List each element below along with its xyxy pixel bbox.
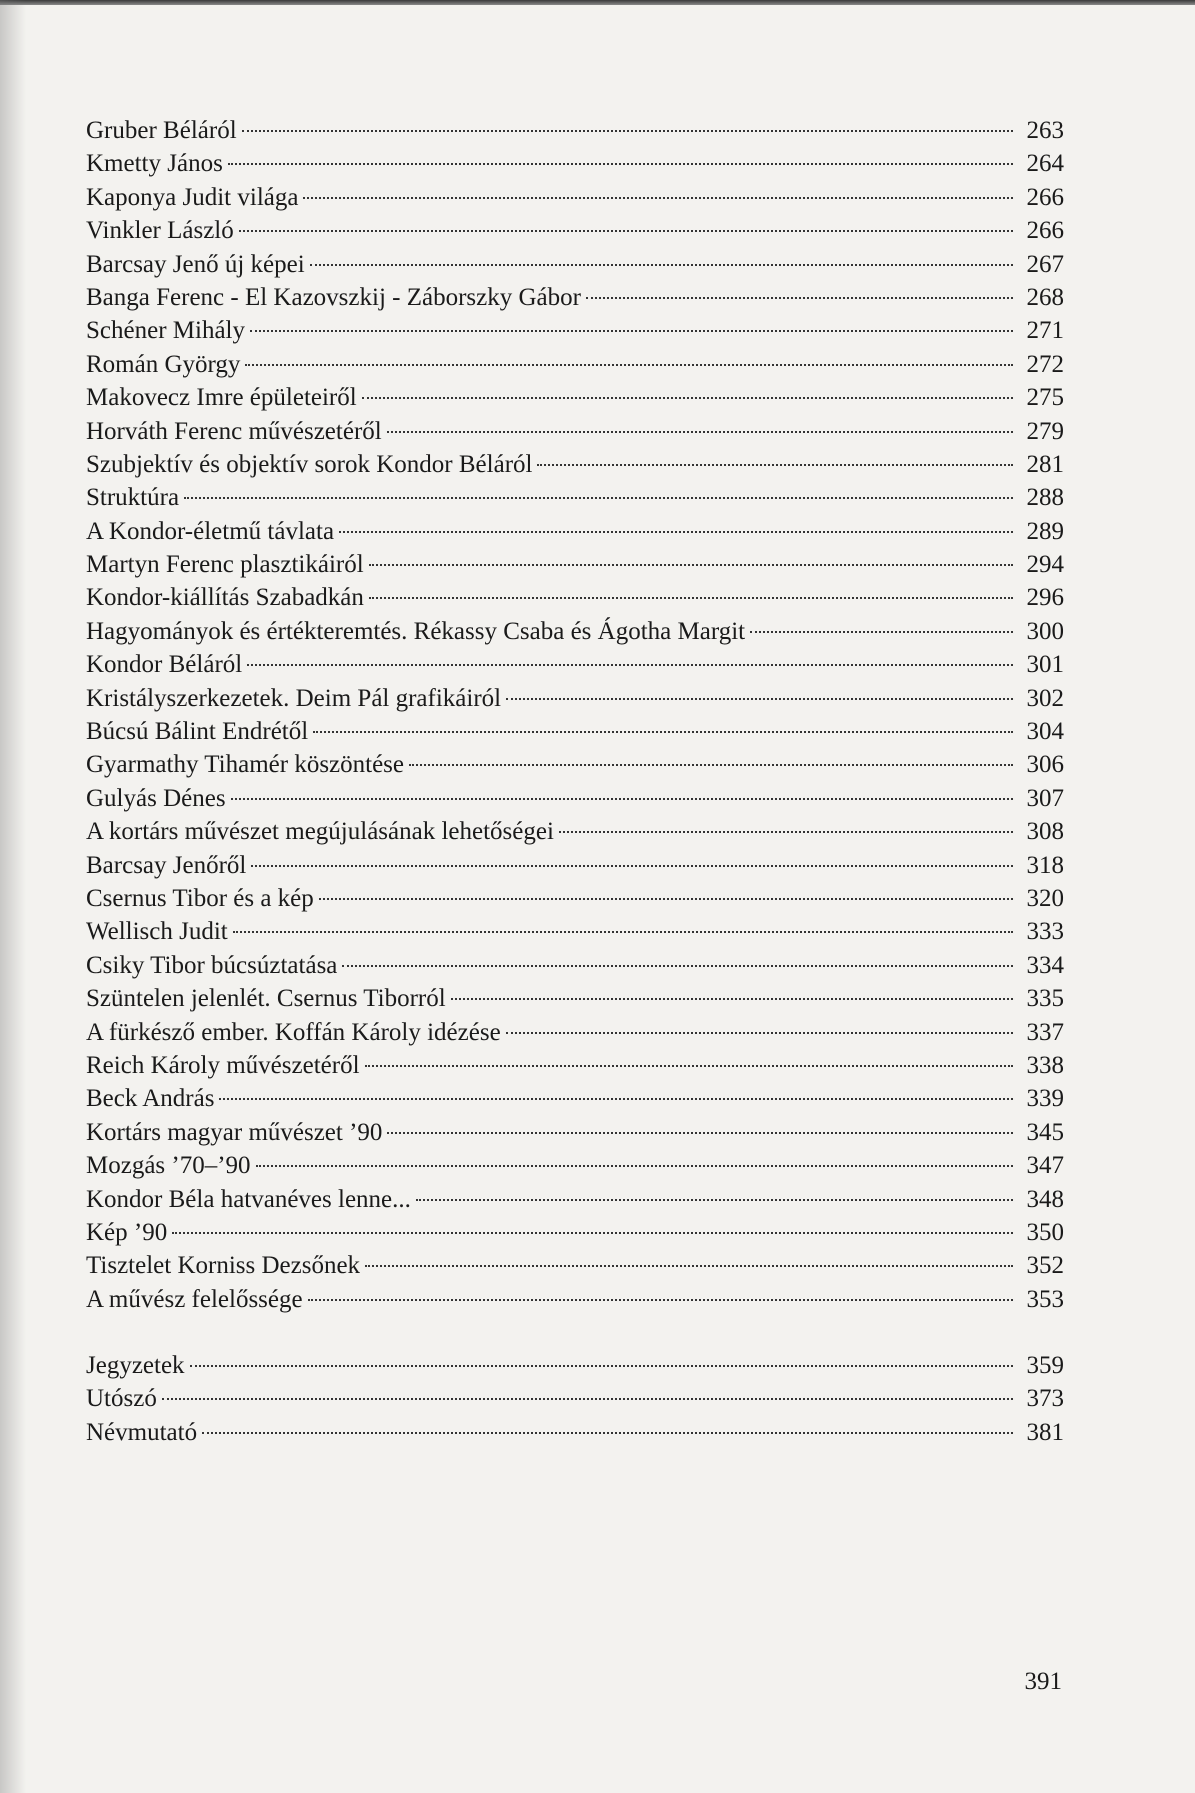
- toc-entry-title: Makovecz Imre épületeiről: [86, 384, 357, 412]
- toc-entry: [86, 214, 1064, 247]
- dot-leader: [387, 1132, 1013, 1134]
- toc-entry-page: 289: [1026, 517, 1064, 545]
- toc-entry-page: 300: [1026, 617, 1064, 645]
- dot-leader: [506, 698, 1013, 700]
- toc-entry-title: Mozgás ’70–’90: [86, 1152, 251, 1180]
- toc-entry: [86, 114, 1064, 147]
- toc-entry-page: 302: [1026, 684, 1064, 712]
- dot-leader: [342, 965, 1013, 967]
- toc-entry: [86, 648, 1064, 681]
- toc-entry-page: 296: [1026, 584, 1064, 612]
- toc-entry: [86, 581, 1064, 614]
- toc-entry-title: Román György: [86, 350, 241, 378]
- toc-entry: [86, 915, 1064, 948]
- toc-entry-page: 279: [1026, 417, 1064, 445]
- toc-entry-title: Kortárs magyar művészet ’90: [86, 1118, 383, 1146]
- dot-leader: [239, 230, 1013, 232]
- toc-entry: [86, 548, 1064, 581]
- toc-entry-page: 345: [1026, 1118, 1064, 1146]
- dot-leader: [251, 865, 1013, 867]
- toc-entry: [86, 982, 1064, 1015]
- toc-entry: [86, 314, 1064, 347]
- toc-entry: [86, 748, 1064, 781]
- toc-entry-page: 348: [1026, 1185, 1064, 1213]
- dot-leader: [319, 898, 1013, 900]
- dot-leader: [256, 1165, 1013, 1167]
- toc-entry-title: A fürkésző ember. Koffán Károly idézése: [86, 1018, 501, 1046]
- toc-entry-title: Gyarmathy Tihamér köszöntése: [86, 751, 405, 779]
- toc-entry-title: Hagyományok és értékteremtés. Rékassy Csaba és Ágotha Margit: [86, 617, 746, 645]
- toc-entry-page: 339: [1026, 1085, 1064, 1113]
- toc-entry-page: 352: [1026, 1252, 1064, 1280]
- toc-entry-title: Struktúra: [86, 484, 180, 512]
- dot-leader: [231, 798, 1013, 800]
- toc-entry: [86, 1216, 1064, 1249]
- toc-entry: [86, 715, 1064, 748]
- toc-entry-title: A kortárs művészet megújulásának lehetőségei: [86, 818, 554, 846]
- toc-entry-title: Gulyás Dénes: [86, 784, 226, 812]
- toc-entry: [86, 1183, 1064, 1216]
- dot-leader: [369, 597, 1013, 599]
- toc-entry-page: 268: [1026, 283, 1064, 311]
- dot-leader: [308, 1299, 1013, 1301]
- toc-entry-title: Szubjektív és objektív sorok Kondor Béláról: [86, 450, 533, 478]
- toc-entry-page: 264: [1026, 150, 1064, 178]
- toc-entry: [86, 481, 1064, 514]
- toc-entry: [86, 1283, 1064, 1316]
- toc-entry-page: 338: [1026, 1051, 1064, 1079]
- toc-entry-title: Wellisch Judit: [86, 918, 228, 946]
- toc-entry-title: Névmutató: [86, 1418, 198, 1446]
- dot-leader: [313, 731, 1013, 733]
- toc-entry: [86, 815, 1064, 848]
- toc-entry: [86, 1349, 1064, 1382]
- toc-entry-title: A Kondor-életmű távlata: [86, 517, 335, 545]
- dot-leader: [387, 431, 1013, 433]
- dot-leader: [750, 631, 1013, 633]
- toc-entry: [86, 448, 1064, 481]
- toc-entry-title: Barcsay Jenőről: [86, 851, 247, 879]
- toc-entry-title: Kondor Béla hatvanéves lenne...: [86, 1185, 411, 1213]
- toc-entry: [86, 1049, 1064, 1082]
- dot-leader: [559, 831, 1013, 833]
- toc-entry-page: 271: [1026, 317, 1064, 345]
- dot-leader: [228, 163, 1013, 165]
- dot-leader: [365, 1265, 1013, 1267]
- toc-entry: [86, 381, 1064, 414]
- toc-entry-title: Schéner Mihály: [86, 317, 245, 345]
- toc-entry-page: 333: [1026, 918, 1064, 946]
- toc-entry-title: Jegyzetek: [86, 1352, 185, 1380]
- toc-entry: [86, 682, 1064, 715]
- toc-entry-page: 353: [1026, 1285, 1064, 1313]
- toc-entry-title: Martyn Ferenc plasztikáiról: [86, 551, 364, 579]
- toc-entry-title: A művész felelőssége: [86, 1285, 303, 1313]
- toc-entry-page: 288: [1026, 484, 1064, 512]
- toc-entry-page: 373: [1026, 1385, 1064, 1413]
- toc-entry: [86, 1382, 1064, 1415]
- toc-entry-title: Kondor-kiállítás Szabadkán: [86, 584, 364, 612]
- toc-entry-page: 359: [1026, 1352, 1064, 1380]
- dot-leader: [365, 1065, 1013, 1067]
- toc-entry: [86, 248, 1064, 281]
- toc-entry-title: Beck András: [86, 1085, 215, 1113]
- dot-leader: [242, 130, 1013, 132]
- toc-entry: [86, 1116, 1064, 1149]
- page-top-edge: [0, 0, 1195, 5]
- toc-entry-title: Vinkler László: [86, 217, 234, 245]
- dot-leader: [369, 564, 1013, 566]
- toc-entry: [86, 1149, 1064, 1182]
- toc-entry-page: 337: [1026, 1018, 1064, 1046]
- toc-entry-title: Reich Károly művészetéről: [86, 1051, 360, 1079]
- toc-entry: [86, 281, 1064, 314]
- toc-entry-title: Kristályszerkezetek. Deim Pál grafikáiról: [86, 684, 502, 712]
- dot-leader: [184, 497, 1013, 499]
- toc-entry-title: Tisztelet Korniss Dezsőnek: [86, 1252, 361, 1280]
- dot-leader: [362, 397, 1013, 399]
- toc-entry-title: Kaponya Judit világa: [86, 183, 299, 211]
- toc-entry-title: Gruber Béláról: [86, 117, 237, 144]
- toc-entry-title: Búcsú Bálint Endrétől: [86, 718, 309, 746]
- toc-entry-page: 266: [1026, 217, 1064, 245]
- page-number: 391: [1024, 1668, 1062, 1695]
- dot-leader: [245, 364, 1013, 366]
- toc-entry-title: Kmetty János: [86, 150, 223, 178]
- dot-leader: [416, 1199, 1013, 1201]
- toc-entry-page: 263: [1026, 117, 1064, 144]
- toc-entry-page: 350: [1026, 1218, 1064, 1246]
- toc-entry: [86, 1249, 1064, 1282]
- toc-entry: [86, 415, 1064, 448]
- toc-entry-page: 267: [1026, 250, 1064, 278]
- toc-entry-page: 272: [1026, 350, 1064, 378]
- toc-entry: [86, 882, 1064, 915]
- dot-leader: [233, 931, 1013, 933]
- toc-entry-title: Kondor Béláról: [86, 651, 243, 679]
- toc-entry-page: 306: [1026, 751, 1064, 779]
- dot-leader: [247, 664, 1013, 666]
- toc-entry: [86, 1416, 1064, 1449]
- dot-leader: [190, 1365, 1013, 1367]
- toc-entry-page: 335: [1026, 985, 1064, 1013]
- toc-entry-page: 307: [1026, 784, 1064, 812]
- toc-entry-page: 275: [1026, 384, 1064, 412]
- dot-leader: [303, 197, 1013, 199]
- toc-entry-title: Csernus Tibor és a kép: [86, 884, 314, 912]
- toc-entry-page: 294: [1026, 551, 1064, 579]
- toc-entry-page: 381: [1026, 1418, 1064, 1446]
- dot-leader: [586, 297, 1013, 299]
- toc-entry-title: Kép ’90: [86, 1218, 168, 1246]
- toc-entry-title: Szüntelen jelenlét. Csernus Tiborról: [86, 985, 446, 1013]
- dot-leader: [202, 1432, 1013, 1434]
- dot-leader: [537, 464, 1013, 466]
- toc-entry-title: Utószó: [86, 1385, 157, 1413]
- toc-entry: [86, 615, 1064, 648]
- table-of-contents: [86, 114, 1064, 1449]
- toc-entry-page: 320: [1026, 884, 1064, 912]
- toc-entry-title: Banga Ferenc - El Kazovszkij - Záborszky Gábor: [86, 283, 581, 311]
- toc-entry: [86, 147, 1064, 180]
- toc-entry-page: 318: [1026, 851, 1064, 879]
- toc-entry-page: 266: [1026, 183, 1064, 211]
- toc-entry-page: 334: [1026, 951, 1064, 979]
- toc-entry: [86, 515, 1064, 548]
- toc-entry-title: Barcsay Jenő új képei: [86, 250, 305, 278]
- dot-leader: [339, 531, 1013, 533]
- dot-leader: [162, 1398, 1013, 1400]
- toc-entry-title: Horváth Ferenc művészetéről: [86, 417, 382, 445]
- toc-entry-page: 347: [1026, 1152, 1064, 1180]
- gutter-shadow: [0, 0, 26, 1793]
- dot-leader: [409, 764, 1013, 766]
- toc-entry: [86, 949, 1064, 982]
- toc-entry: [86, 849, 1064, 882]
- toc-entry-page: 308: [1026, 818, 1064, 846]
- toc-entry-page: 301: [1026, 651, 1064, 679]
- dot-leader: [310, 264, 1013, 266]
- toc-entry-page: 304: [1026, 718, 1064, 746]
- dot-leader: [506, 1032, 1013, 1034]
- toc-entry: [86, 1082, 1064, 1115]
- dot-leader: [451, 998, 1013, 1000]
- dot-leader: [250, 330, 1013, 332]
- toc-entry-page: 281: [1026, 450, 1064, 478]
- toc-entry: [86, 348, 1064, 381]
- dot-leader: [219, 1098, 1013, 1100]
- toc-entry: [86, 181, 1064, 214]
- toc-entry: [86, 782, 1064, 815]
- toc-entry-title: Csiky Tibor búcsúztatása: [86, 951, 338, 979]
- dot-leader: [172, 1232, 1013, 1234]
- toc-entry: [86, 1016, 1064, 1049]
